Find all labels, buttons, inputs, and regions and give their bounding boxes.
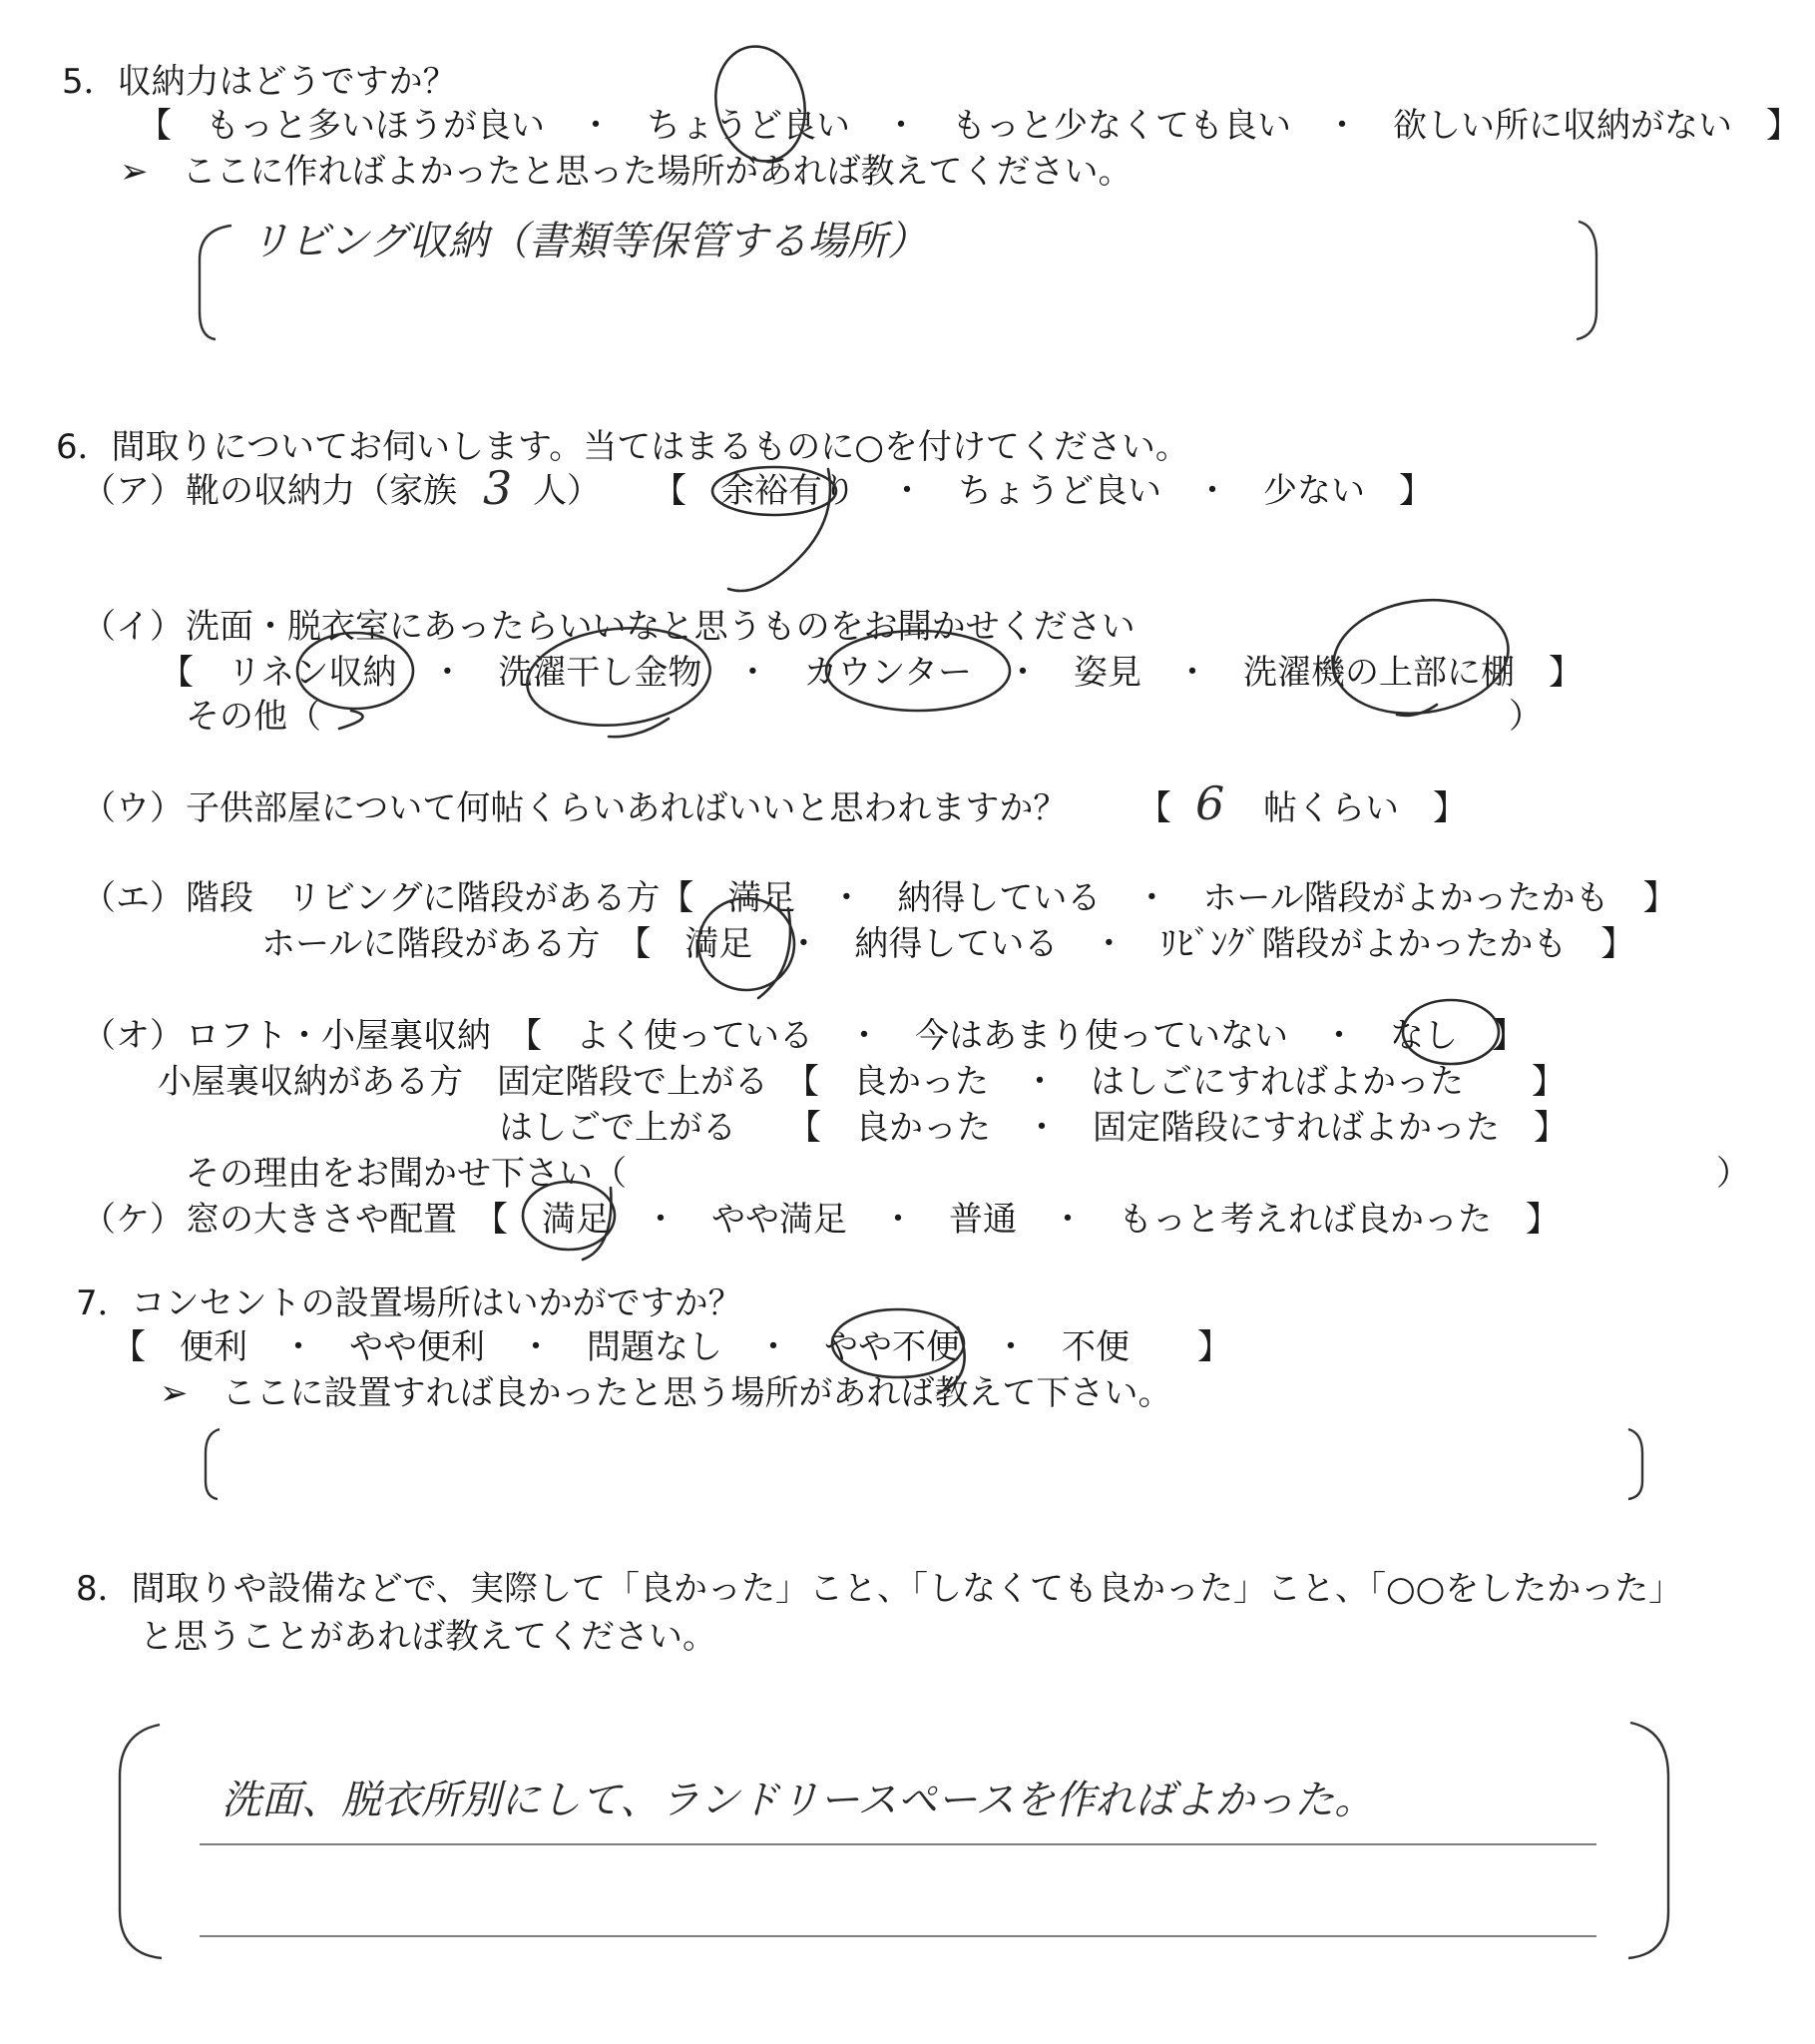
q6-o-line4-close: ）	[1716, 1154, 1750, 1194]
q8-answer-bracket-right	[1628, 1723, 1668, 1958]
q6-a-label: （ア）	[82, 471, 184, 511]
q6-i-other: その他（	[186, 697, 321, 737]
q6-i-label: （イ）	[82, 607, 184, 647]
q6-ke-line: 窓の大きさや配置 【 満足 ・ やや満足 ・ 普通 ・ もっと考えれば良かった 】	[186, 1200, 1560, 1240]
q6-a-family-count: 3	[483, 461, 513, 515]
q6-i-tail-hanger	[609, 719, 669, 737]
q6-i-text: 洗面・脱衣室にあったらいいなと思うものをお聞かせください	[186, 607, 1135, 647]
q6-o-label: （オ）	[82, 1016, 184, 1056]
q8-title-line2: と思うことがあれば教えてください。	[140, 1617, 716, 1657]
q6-e-label: （エ）	[82, 878, 184, 918]
q5-answer-bracket-right	[1577, 222, 1596, 339]
q6-o-line3: はしごで上がる 【 良かった ・ 固定階段にすればよかった 】	[499, 1108, 1568, 1148]
q6-a-text: 靴の収納力（家族	[186, 471, 457, 511]
q6-i-tail-shelf	[1397, 705, 1437, 716]
q5-handwritten-answer: リビング収納（書類等保管する場所）	[249, 219, 928, 264]
q8-handwritten-answer: 洗面、脱衣所別にして、ランドリースペースを作ればよかった。	[222, 1778, 1375, 1823]
q7-sub-question: ➢ ここに設置すれば良かったと思う場所があれば教えて下さい。	[160, 1373, 1172, 1413]
q7-options: 【 便利 ・ やや便利 ・ 問題なし ・ やや不便 ・ 不便 】	[112, 1327, 1231, 1367]
q6-ke-label: （ケ）	[82, 1200, 184, 1240]
q6-u-text: 子供部屋について何帖くらいあればいいと思われますか？	[186, 788, 1068, 828]
q5-options: 【 もっと多いほうが良い ・ ちょうど良い ・ もっと少なくても良い ・ 欲しい所に収納がない 】	[138, 106, 1800, 146]
q6-i-options: 【 リネン収納 ・ 洗濯干し金物 ・ カウンター ・ 姿見 ・ 洗濯機の上部に棚 】	[160, 653, 1583, 693]
q6-i-tail-linen	[339, 711, 363, 729]
q7-title: 7．コンセントの設置場所はいかがですか？	[76, 1283, 742, 1323]
q5-answer-bracket-left	[200, 226, 231, 339]
q6-u-value: 6	[1195, 776, 1225, 830]
q8-answer-bracket-left	[120, 1725, 162, 1958]
q6-o-line2: 小屋裏収納がある方 固定階段で上がる 【 良かった ・ はしごにすればよかった 】	[158, 1062, 1566, 1102]
q6-u-bracket: 【	[1137, 788, 1171, 828]
q6-i-other-close: ）	[1509, 697, 1543, 737]
q6-a-options: 【 余裕有り ・ ちょうど良い ・ 少ない 】	[653, 471, 1433, 511]
q5-sub-question: ➢ ここに作ればよかったと思った場所があれば教えてください。	[120, 152, 1133, 192]
q5-selected-circle	[705, 38, 815, 170]
q7-answer-bracket-left	[206, 1429, 220, 1499]
q6-u-suffix: 帖くらい 】	[1263, 788, 1467, 828]
q6-title: 6．間取りについてお伺いします。当てはまるものに○を付けてください。	[56, 427, 1189, 467]
q6-u-label: （ウ）	[82, 788, 184, 828]
q6-a-unit: 人）	[533, 471, 601, 511]
q6-o-line1: ロフト・小屋裏収納 【 よく使っている ・ 今はあまり使っていない ・ なし 】	[186, 1016, 1526, 1056]
q7-answer-bracket-right	[1628, 1429, 1642, 1499]
q6-e-line2: ホールに階段がある方 【 満足 ・ 納得している ・ ﾘﾋﾞﾝｸﾞ階段がよかったかも 】	[261, 924, 1635, 964]
q6-o-line4: その理由をお聞かせ下さい（	[186, 1154, 627, 1194]
q6-e-line1: 階段 リビングに階段がある方【 満足 ・ 納得している ・ ホール階段がよかったかも 】	[186, 878, 1677, 918]
q5-title: 5．収納力はどうですか？	[62, 62, 457, 102]
q8-title: 8．間取りや設備などで、実際して「良かった」こと、「しなくても良かった」こと、「○○をしたかった」	[76, 1569, 1683, 1609]
